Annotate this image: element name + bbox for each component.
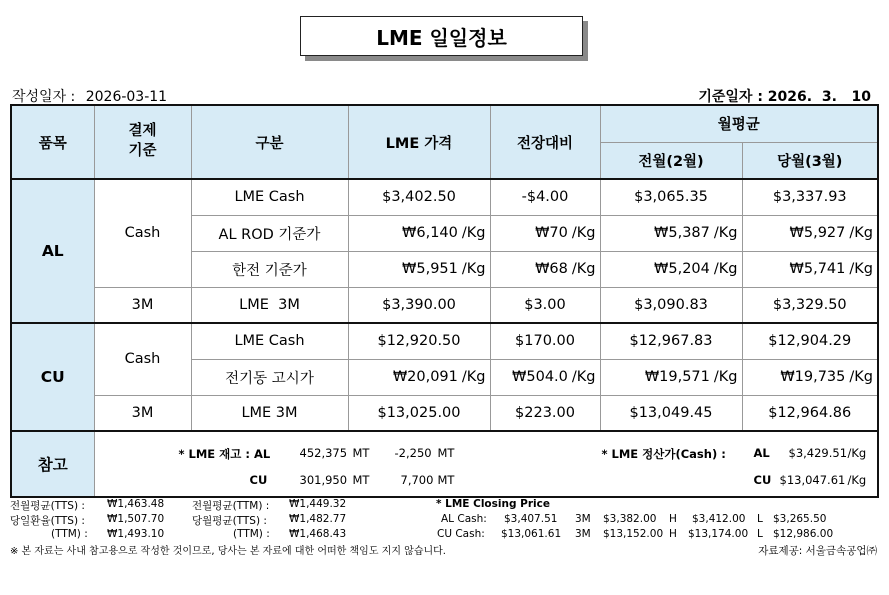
stock-title: * LME 재고 : AL: [178, 447, 271, 461]
table-row: [11, 287, 878, 323]
table-row: [11, 323, 878, 359]
write-date-value: 2026-03-11: [85, 89, 168, 105]
header-prev-change: 전장대비: [490, 105, 600, 179]
closing-al-l-label: L: [757, 513, 763, 525]
closing-cu-cash: $13,061.61: [501, 528, 562, 540]
settle-unit: /Kg: [847, 446, 867, 460]
table-row: [11, 395, 878, 431]
settle-3m: 3M: [94, 287, 191, 323]
cur-month-cell: ₩5,927 /Kg: [742, 215, 878, 251]
closing-al-l: $3,265.50: [773, 513, 827, 525]
prev-month-cell: ₩5,387 /Kg: [600, 215, 742, 251]
closing-al-label: AL Cash:: [441, 513, 487, 525]
al-stock: 452,375: [299, 446, 348, 460]
cur-month-cell: ₩19,735 /Kg: [742, 359, 878, 395]
price-cell: $13,025.00: [348, 395, 490, 431]
cur-month-cell: ₩5,741 /Kg: [742, 251, 878, 287]
fx-today-tts-label: 당일환율(TTS) :: [10, 515, 85, 527]
reference-label: 참고: [11, 431, 94, 497]
item-cu: CU: [11, 323, 94, 431]
header-kind: 구분: [191, 105, 348, 179]
prev-month-cell: $3,065.35: [600, 179, 742, 215]
fx-cur-month-tts: ₩1,482.77: [289, 513, 347, 525]
base-date-label: 기준일자 :: [698, 89, 763, 105]
data-source: 자료제공: 서울금속공업㈜: [758, 545, 877, 557]
closing-cu-h-label: H: [669, 528, 677, 540]
settle-cash: Cash: [94, 323, 191, 395]
closing-al-3m: $3,382.00: [603, 513, 657, 525]
prev-month-cell: $12,967.83: [600, 323, 742, 359]
prev-month-cell: $3,090.83: [600, 287, 742, 323]
stock-unit: MT: [352, 446, 370, 460]
closing-cu-h: $13,174.00: [688, 528, 749, 540]
cu-stock: 301,950: [299, 473, 348, 487]
stock-unit: MT: [437, 473, 455, 487]
change-cell: $3.00: [490, 287, 600, 323]
kind-cell: AL ROD 기준가: [191, 215, 348, 251]
reference-cell: [94, 431, 878, 497]
kind-cell: LME Cash: [191, 179, 348, 215]
price-cell: $3,402.50: [348, 179, 490, 215]
prev-month-cell: ₩5,204 /Kg: [600, 251, 742, 287]
price-cell: $12,920.50: [348, 323, 490, 359]
fx-prev-month-ttm-label: 전월평균(TTM) :: [192, 500, 270, 512]
fx-cur-month-ttm-label: (TTM) :: [233, 528, 270, 540]
settle-cu-price: $13,047.61: [779, 473, 846, 487]
fx-prev-month-ttm: ₩1,449.32: [289, 498, 347, 510]
write-date: [12, 86, 167, 106]
item-al: AL: [11, 179, 94, 323]
closing-cu-3m-label: 3M: [575, 528, 591, 540]
base-date-value: 2026. 3. 10: [767, 89, 871, 105]
settle-cu-label: CU: [753, 473, 772, 487]
header-settle: 결제 기준: [94, 105, 191, 179]
settle-title: * LME 정산가(Cash) :: [601, 447, 726, 461]
cur-month-cell: $3,337.93: [742, 179, 878, 215]
fx-prev-month-tts-label: 전월평균(TTS) :: [10, 500, 85, 512]
kind-cell: 한전 기준가: [191, 251, 348, 287]
change-cell: ₩504.0 /Kg: [490, 359, 600, 395]
settle-al-price: $3,429.51: [788, 446, 848, 460]
closing-al-cash: $3,407.51: [504, 513, 558, 525]
cur-month-cell: $12,964.86: [742, 395, 878, 431]
change-cell: ₩68 /Kg: [490, 251, 600, 287]
closing-cu-label: CU Cash:: [437, 528, 485, 540]
header-lme-price: LME 가격: [348, 105, 490, 179]
lme-price-table: [10, 104, 879, 498]
closing-al-h-label: H: [669, 513, 677, 525]
cu-stock-label: CU: [249, 473, 268, 487]
fx-cur-month-ttm: ₩1,468.43: [289, 528, 347, 540]
kind-cell: 전기동 고시가: [191, 359, 348, 395]
price-cell: ₩6,140 /Kg: [348, 215, 490, 251]
base-date: [698, 86, 871, 106]
report-title: LME 일일정보: [300, 16, 583, 56]
fx-today-ttm: ₩1,493.10: [107, 528, 165, 540]
stock-unit: MT: [437, 446, 455, 460]
closing-cu-l-label: L: [757, 528, 763, 540]
closing-price-title: * LME Closing Price: [436, 498, 550, 510]
price-cell: ₩20,091 /Kg: [348, 359, 490, 395]
settle-unit: /Kg: [847, 473, 867, 487]
settle-cash: Cash: [94, 179, 191, 287]
settle-3m: 3M: [94, 395, 191, 431]
write-date-label: 작성일자 :: [12, 89, 76, 105]
prev-month-cell: ₩19,571 /Kg: [600, 359, 742, 395]
kind-cell: LME 3M: [191, 287, 348, 323]
disclaimer: ※ 본 자료는 사내 참고용으로 작성한 것이므로, 당사는 본 자료에 대한 어떠한 책임도 지지 않습니다.: [10, 546, 446, 557]
stock-unit: MT: [352, 473, 370, 487]
header-prev-month: 전월(2월): [600, 142, 742, 179]
closing-al-h: $3,412.00: [692, 513, 746, 525]
reference-row: [11, 431, 878, 497]
header-item: 품목: [11, 105, 94, 179]
closing-cu-3m: $13,152.00: [603, 528, 664, 540]
settle-al-label: AL: [753, 446, 770, 460]
fx-prev-month-tts: ₩1,463.48: [107, 498, 165, 510]
price-cell: ₩5,951 /Kg: [348, 251, 490, 287]
cur-month-cell: $12,904.29: [742, 323, 878, 359]
fx-today-tts: ₩1,507.70: [107, 513, 165, 525]
closing-cu-l: $12,986.00: [773, 528, 834, 540]
kind-cell: LME 3M: [191, 395, 348, 431]
closing-al-3m-label: 3M: [575, 513, 591, 525]
prev-month-cell: $13,049.45: [600, 395, 742, 431]
cur-month-cell: $3,329.50: [742, 287, 878, 323]
al-stock-change: -2,250: [394, 446, 432, 460]
kind-cell: LME Cash: [191, 323, 348, 359]
change-cell: $223.00: [490, 395, 600, 431]
change-cell: ₩70 /Kg: [490, 215, 600, 251]
table-row: [11, 179, 878, 215]
fx-today-ttm-label: (TTM) :: [51, 528, 88, 540]
fx-cur-month-tts-label: 당월평균(TTS) :: [192, 515, 267, 527]
change-cell: -$4.00: [490, 179, 600, 215]
change-cell: $170.00: [490, 323, 600, 359]
header-cur-month: 당월(3월): [742, 142, 878, 179]
cu-stock-change: 7,700: [400, 473, 434, 487]
price-cell: $3,390.00: [348, 287, 490, 323]
reference-content: [95, 432, 878, 496]
header-monthly-avg: 월평균: [600, 105, 878, 142]
